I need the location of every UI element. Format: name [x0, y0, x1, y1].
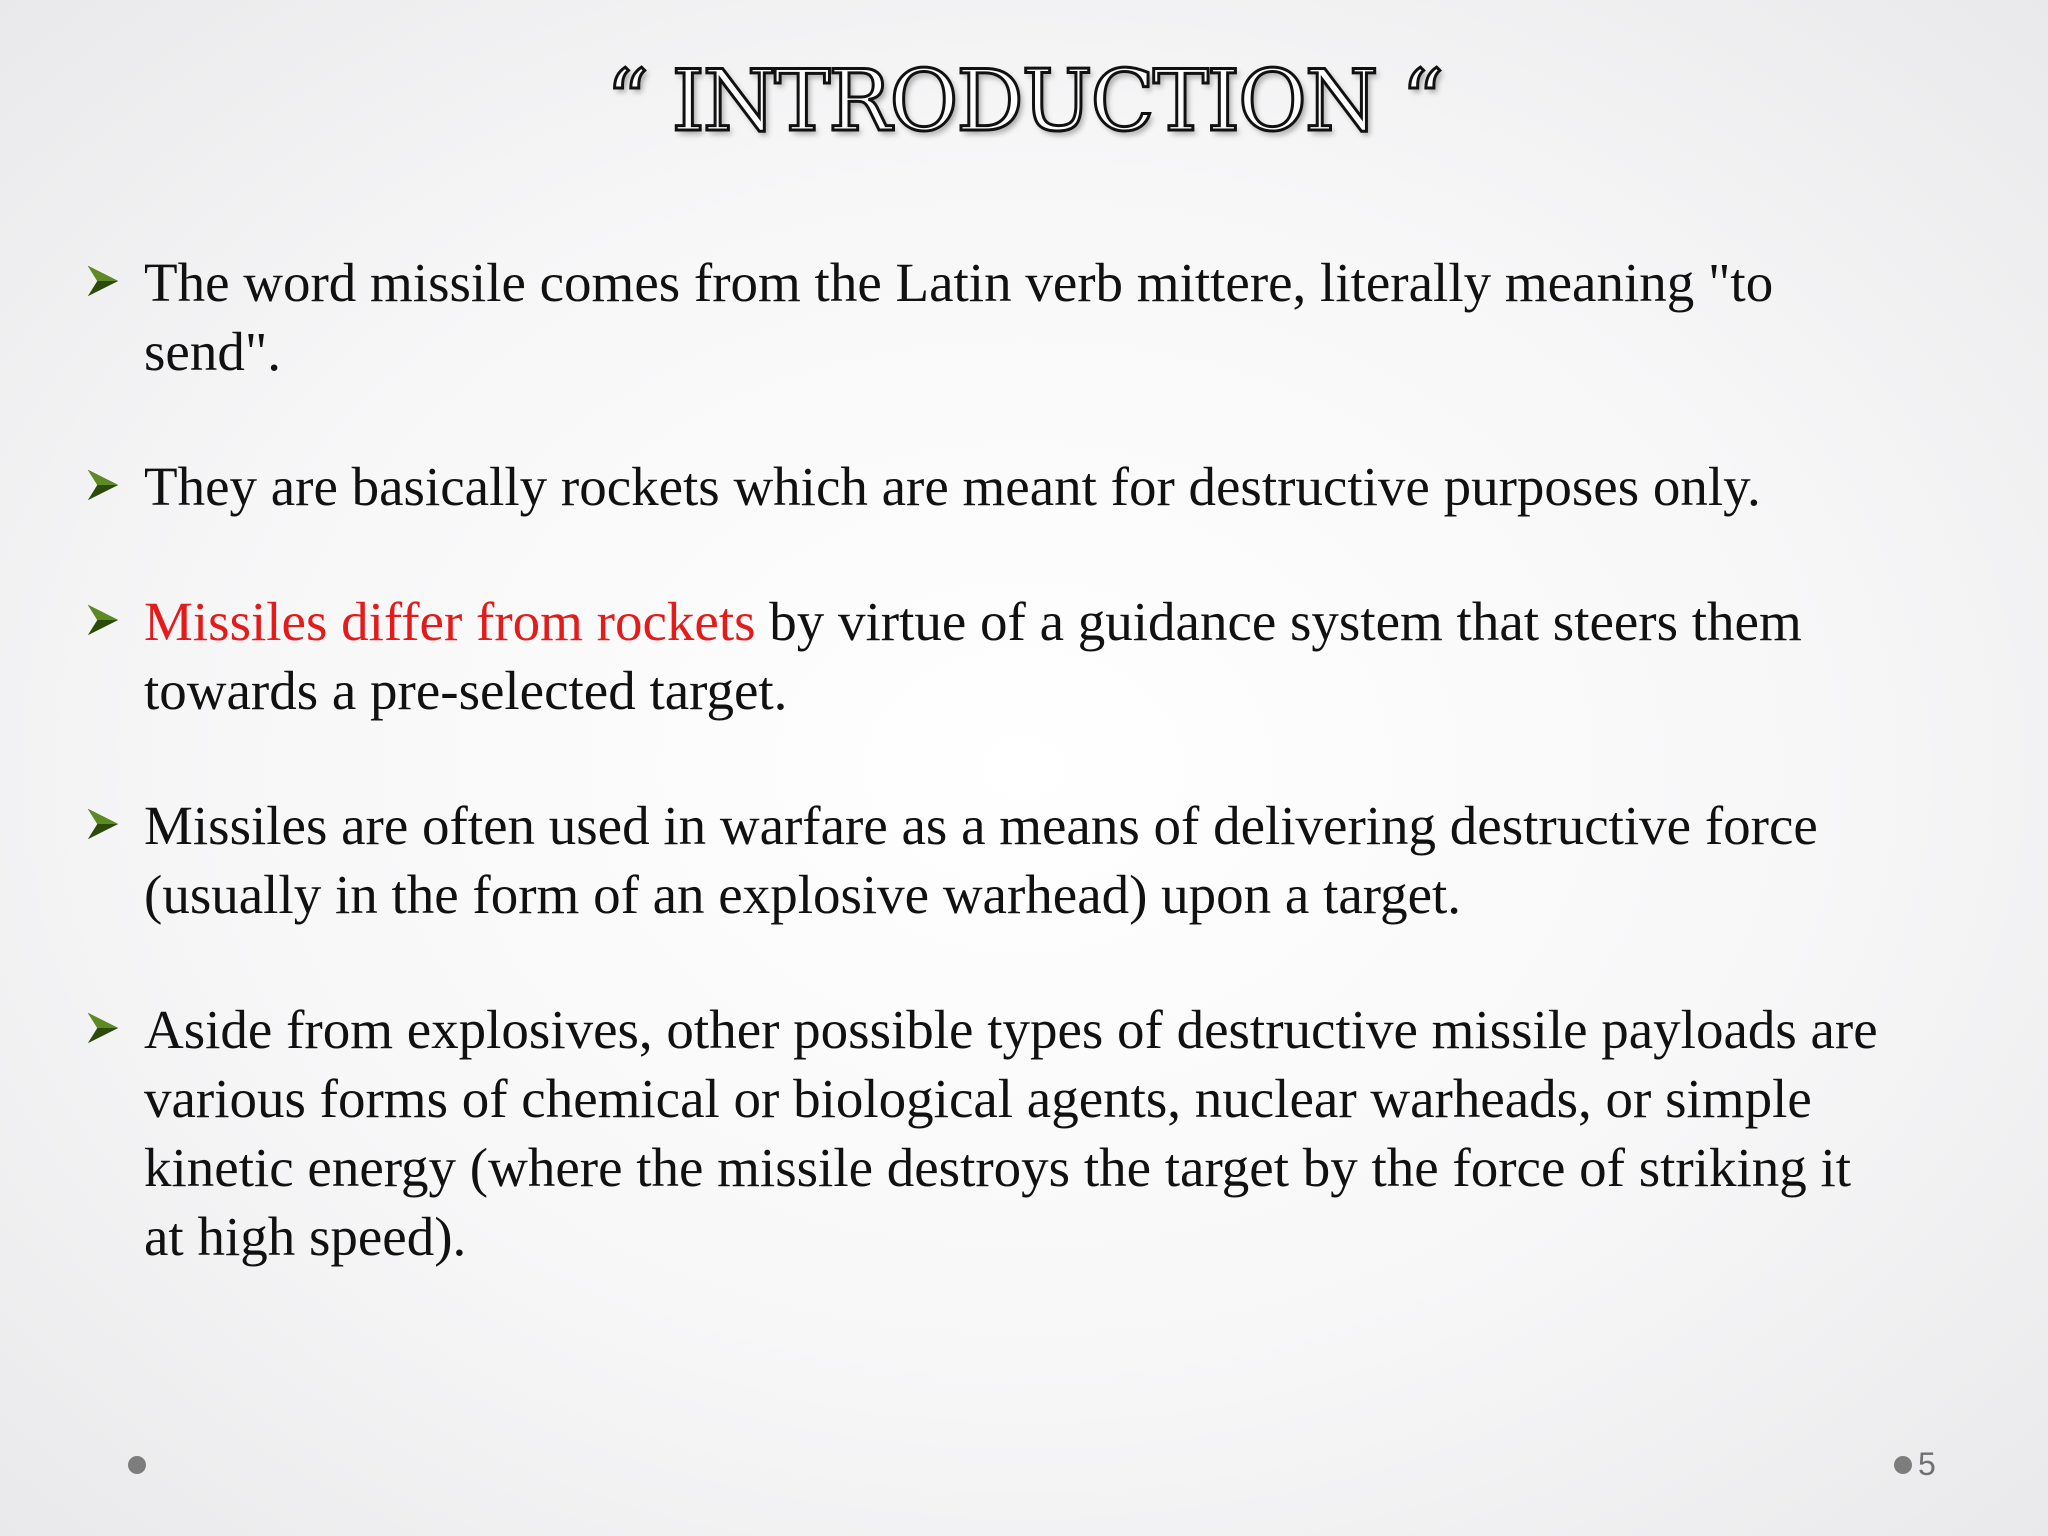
arrowhead-icon	[84, 262, 122, 300]
bullet-text: Aside from explosives, other possible types of destructive missile payloads are various forms of chemical or biological agents, nuclear warheads, or simple kinetic energy (where the missile destroys the target by the force of striking it at high speed).	[144, 999, 1878, 1267]
arrowhead-icon	[84, 601, 122, 639]
bullet-text: by virtue of a guidance system that steers them towards a pre-selected target.	[144, 591, 1802, 721]
arrowhead-icon	[84, 805, 122, 843]
bullet-item	[84, 995, 1904, 1271]
bullet-item	[84, 587, 1904, 725]
bullet-item	[84, 452, 1904, 521]
bullet-list	[84, 248, 1904, 1337]
bullet-item	[84, 791, 1904, 929]
footer-dot-icon	[1894, 1456, 1912, 1474]
bullet-highlight: Missiles differ from rockets	[144, 591, 756, 652]
bullet-text: The word missile comes from the Latin verb mittere, literally meaning "to send".	[144, 252, 1774, 382]
arrowhead-icon	[84, 1009, 122, 1047]
page-number: 5	[1918, 1446, 1936, 1482]
bullet-item	[84, 248, 1904, 386]
arrowhead-icon	[84, 466, 122, 504]
slide-title: “ INTRODUCTION “	[605, 52, 1443, 150]
bullet-text: They are basically rockets which are meant for destructive purposes only.	[144, 456, 1761, 517]
footer-dot-icon	[128, 1456, 146, 1474]
bullet-text: Missiles are often used in warfare as a means of delivering destructive force (usually in the form of an explosive warhead) upon a target.	[144, 795, 1818, 925]
